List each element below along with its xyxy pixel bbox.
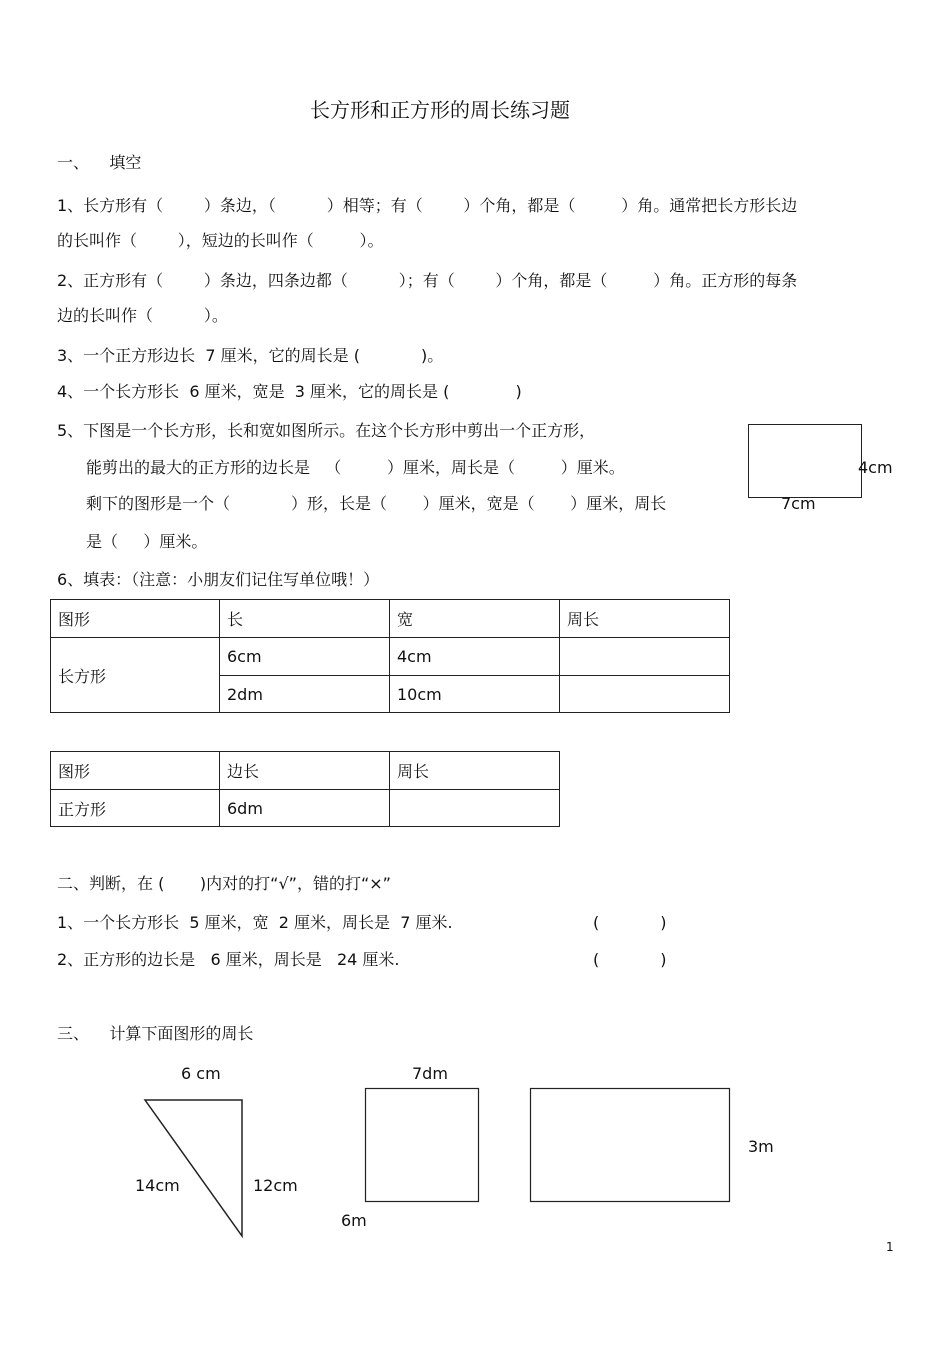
q4: 4、一个长方形长 6 厘米，宽是 3 厘米，它的周长是 ( ) <box>57 382 522 401</box>
judge-q2: 2、正方形的边长是 6 厘米，周长是 24 厘米. <box>57 950 400 969</box>
table1-cell-width: 10cm <box>390 676 560 713</box>
triangle-right-label: 12cm <box>253 1176 298 1195</box>
page-title: 长方形和正方形的周长练习题 <box>310 98 570 122</box>
table1-cell-width: 4cm <box>390 638 560 676</box>
table2-header-shape: 图形 <box>51 752 220 790</box>
table1-cell-length: 6cm <box>220 638 390 676</box>
table1-cell-length: 2dm <box>220 676 390 713</box>
q2-line2: 边的长叫作（ ）。 <box>57 306 228 325</box>
q6: 6、填表：（注意：小朋友们记住写单位哦！） <box>57 570 380 589</box>
q5-line1: 5、下图是一个长方形，长和宽如图所示。在这个长方形中剪出一个正方形， <box>57 421 596 440</box>
q1-line1: 1、长方形有（ ）条边，（ ）相等；有（ ）个角，都是（ ）角。通常把长方形长边 <box>57 196 798 215</box>
section1-heading: 一、 填空 <box>57 153 142 172</box>
triangle-top-label: 6 cm <box>181 1064 221 1083</box>
table1-header-length: 长 <box>220 600 390 638</box>
table2-shape-cell: 正方形 <box>51 790 220 827</box>
q5-line3: 剩下的图形是一个（ ）形，长是（ ）厘米，宽是（ ）厘米，周长 <box>86 494 667 513</box>
section2-heading: 二、判断，在 ( )内对的打“√”，错的打“×” <box>57 874 391 893</box>
q5-length-label: 7cm <box>781 494 816 513</box>
q1-line2: 的长叫作（ ），短边的长叫作（ ）。 <box>57 231 384 250</box>
table1-shape-cell: 长方形 <box>51 638 220 713</box>
table1-header-perimeter: 周长 <box>560 600 730 638</box>
judge-q1: 1、一个长方形长 5 厘米，宽 2 厘米，周长是 7 厘米. <box>57 913 453 932</box>
page-number: 1 <box>886 1240 894 1254</box>
rectangle-figure <box>531 1089 730 1202</box>
q5-width-label: 4cm <box>858 458 893 477</box>
square-top-label: 7dm <box>412 1064 448 1083</box>
judge-q2-answer[interactable]: ( ) <box>593 950 667 969</box>
table1-header-width: 宽 <box>390 600 560 638</box>
judge-q1-answer[interactable]: ( ) <box>593 913 667 932</box>
triangle-left-label: 14cm <box>135 1176 180 1195</box>
rectangle-left-label: 6m <box>341 1211 367 1230</box>
section3-heading: 三、 计算下面图形的周长 <box>57 1024 254 1043</box>
q2-line1: 2、正方形有（ ）条边，四条边都（ ）；有（ ）个角，都是（ ）角。正方形的每条 <box>57 271 798 290</box>
q3: 3、一个正方形边长 7 厘米，它的周长是 ( )。 <box>57 346 444 365</box>
rectangle-right-label: 3m <box>748 1137 774 1156</box>
table2-header-perimeter: 周长 <box>390 752 560 790</box>
triangle-figure <box>145 1100 242 1236</box>
table1-header-shape: 图形 <box>51 600 220 638</box>
q5-line4: 是（ ）厘米。 <box>86 532 208 551</box>
table2-side-cell: 6dm <box>220 790 390 827</box>
square-figure <box>366 1089 479 1202</box>
table2-header-side: 边长 <box>220 752 390 790</box>
q5-line2: 能剪出的最大的正方形的边长是 （ ）厘米，周长是（ ）厘米。 <box>86 458 625 477</box>
